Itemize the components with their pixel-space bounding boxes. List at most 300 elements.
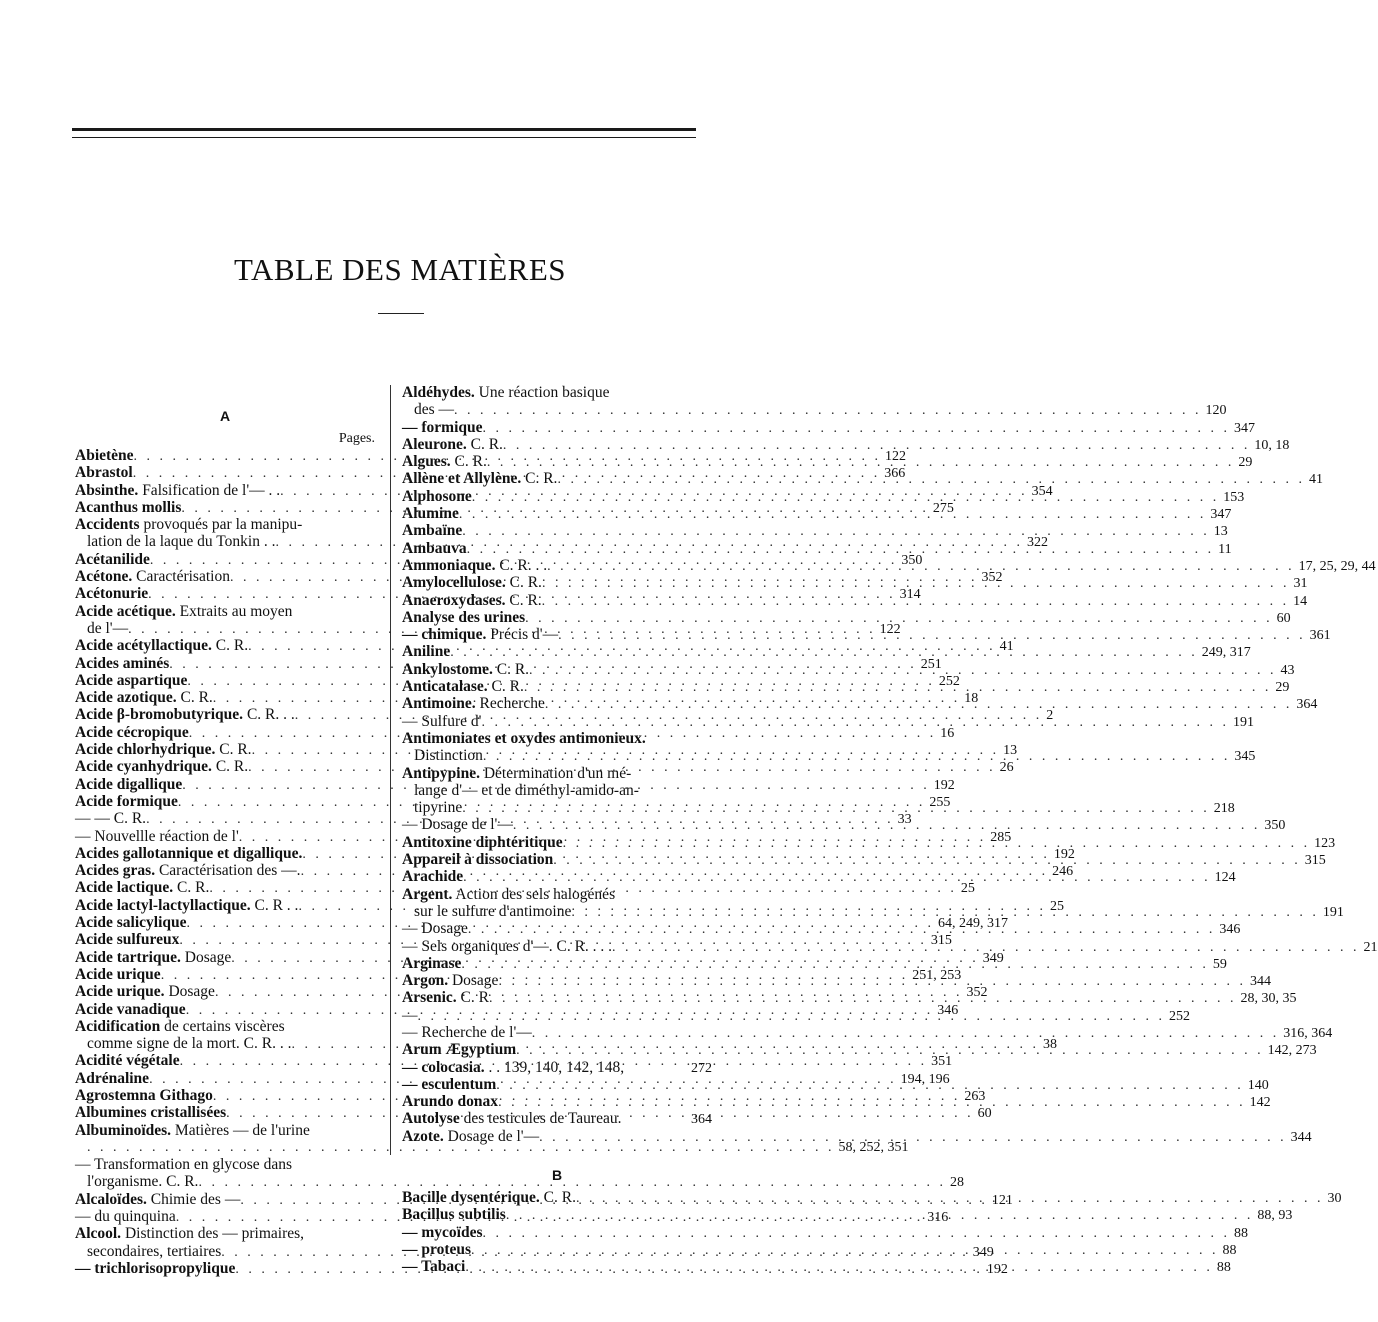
page-number: 25 — [1049, 898, 1064, 914]
entry-detail: — Dosage de l'— — [402, 816, 513, 834]
page-number: 21 — [1363, 939, 1378, 955]
entry-text — [75, 655, 169, 672]
entry-text — [75, 1104, 226, 1121]
entry-text — [402, 868, 463, 885]
entry-text — [87, 533, 275, 550]
entry-term: — chimique. — [402, 626, 487, 644]
entry-detail: des testicules de Taureau. — [459, 1110, 622, 1128]
page-number: 60 — [977, 1106, 992, 1122]
index-entry — [402, 608, 1291, 626]
entry-text — [75, 706, 295, 723]
page-number: 25 — [960, 881, 975, 897]
entry-text — [75, 1122, 371, 1139]
page-number: 322 — [1026, 535, 1048, 551]
entry-text — [75, 516, 371, 533]
entry-term: Acétanilide — [75, 550, 150, 568]
entry-term: Acides gallotannique et digallique. — [75, 844, 303, 862]
page-title: TABLE DES MATIÈRES — [233, 252, 567, 287]
page-number: 316, 364 — [1283, 1025, 1333, 1041]
page-number: 10, 18 — [1254, 437, 1290, 453]
page-number: 352 — [966, 985, 988, 1001]
entry-detail: Distinction — [414, 747, 483, 765]
page-number: 349 — [972, 1244, 994, 1260]
pages-header: Pages. — [338, 431, 375, 446]
entry-text — [414, 401, 454, 418]
leader-dots — [468, 921, 1216, 938]
entry-term: Acide tartrique. — [75, 948, 181, 966]
entry-term: Acidité végétale — [75, 1052, 180, 1070]
entry-term: Alcool. — [75, 1225, 122, 1243]
leader-dots — [462, 800, 1210, 817]
entry-text — [75, 983, 215, 1000]
leader-dots — [463, 869, 1211, 886]
entry-text — [402, 661, 529, 678]
entry-text — [75, 897, 298, 914]
index-entry — [402, 886, 712, 903]
page-number: 28, 30, 35 — [1240, 991, 1297, 1007]
page-number: 121 — [991, 1192, 1013, 1208]
page-number: 349 — [982, 950, 1004, 966]
entry-term: Acétone. — [75, 568, 133, 586]
entry-term: — mycoïdes — [402, 1223, 483, 1241]
entry-text — [402, 955, 461, 972]
page-number: 26 — [999, 760, 1014, 776]
leader-dots — [418, 1008, 1166, 1025]
entry-text — [402, 609, 525, 626]
entry-term: Amylocellulose. — [402, 574, 506, 592]
entry-detail: Action des sels halogénés — [452, 885, 616, 903]
index-entry — [402, 1127, 1312, 1145]
page-number: 346 — [937, 1002, 959, 1018]
entry-text — [402, 453, 487, 470]
page-number: 246 — [1052, 864, 1074, 880]
entry-text — [402, 695, 545, 712]
page-number: 263 — [964, 1088, 986, 1104]
page-number: 252 — [938, 673, 960, 689]
index-entry — [402, 730, 712, 747]
entry-text — [75, 1087, 213, 1104]
entry-term: Adrénaline — [75, 1069, 150, 1087]
entry-term: Acide digallique — [75, 775, 183, 793]
entry-detail: C. R. . . — [243, 706, 295, 724]
leader-dots — [529, 662, 1277, 679]
entry-term: — trichlorisopropylique — [75, 1259, 236, 1277]
entry-detail: C. R. — [539, 1189, 576, 1207]
entry-term: Acide cécropique — [75, 723, 189, 741]
entry-term: Acanthus mollis — [75, 498, 182, 516]
entry-text — [75, 931, 179, 948]
entry-detail: Extraits au moyen — [175, 602, 293, 620]
index-entry — [75, 1018, 375, 1035]
entry-detail: C. R. . . — [495, 556, 548, 574]
entry-term: Acide urique — [75, 965, 161, 983]
entry-text — [87, 1035, 291, 1052]
entry-text — [75, 672, 187, 689]
entry-detail: lation de la laque du Tonkin . . — [87, 533, 276, 551]
entry-term: Accidents — [75, 516, 140, 534]
leader-dots — [503, 437, 1251, 454]
entry-detail: C. R. — [492, 660, 530, 678]
entry-term: — esculentum — [402, 1075, 497, 1093]
entry-term: Arsenic. — [402, 989, 457, 1007]
entry-detail: C. R . . — [250, 896, 299, 914]
entry-detail: — Sels organiques d'—. C. R. . . . — [402, 937, 613, 955]
page-number: 43 — [1280, 662, 1295, 678]
entry-term: Aldéhydes. — [402, 384, 475, 401]
entry-text — [402, 574, 542, 591]
entry-detail: Falsification de l'— . . — [138, 481, 281, 499]
entry-detail: provoqués par la manipu- — [139, 516, 303, 534]
leader-dots — [612, 939, 1360, 956]
entry-detail: — Sulfure d' — [402, 712, 482, 730]
entry-term: Appareil à dissociation — [402, 851, 554, 869]
entry-text — [402, 540, 467, 557]
entry-text — [87, 620, 128, 637]
leader-dots — [516, 1042, 1264, 1059]
entry-text — [414, 747, 483, 764]
entry-term: Absinthe. — [75, 481, 139, 499]
entry-detail: — Nouvellle réaction de l' — [75, 827, 239, 845]
entry-text — [75, 724, 189, 741]
leader-dots — [481, 714, 1229, 731]
leader-dots — [454, 402, 1202, 419]
page-number: 124 — [1214, 870, 1236, 886]
page-number: 252 — [1169, 1008, 1190, 1024]
entry-detail: C. R. — [176, 689, 213, 707]
leader-dots — [450, 644, 1198, 661]
entry-detail: — Transformation en glycose dans — [75, 1156, 292, 1174]
entry-term: Abrastol — [75, 464, 133, 482]
entry-text — [402, 713, 481, 730]
leader-dots — [487, 454, 1235, 471]
page-number: 153 — [1223, 489, 1245, 505]
entry-term: Argon. — [402, 972, 449, 990]
page-number: 29 — [1275, 680, 1290, 696]
entry-term: Acide urique. — [75, 983, 165, 1001]
leader-dots — [545, 696, 1293, 713]
entry-term: Acide lactyl-lactyllactique. — [75, 896, 251, 914]
entry-term: Aniline — [402, 643, 451, 661]
entry-text — [402, 1024, 532, 1041]
page-number: 192 — [986, 1261, 1008, 1277]
entry-text — [75, 1156, 371, 1173]
entry-detail: Caractérisation des —. — [155, 862, 301, 880]
leader-dots — [462, 523, 1210, 540]
entry-detail: lange d'— et de diméthyl-amido-an- — [414, 781, 639, 799]
entry-text — [414, 782, 708, 799]
entry-term: Acide β-bromobutyrique. — [75, 706, 244, 724]
entry-detail: C. R. — [450, 453, 487, 471]
page-number: 11 — [1218, 541, 1232, 557]
entry-text — [75, 845, 302, 862]
entry-term: Antitoxine diphtéritique — [402, 833, 563, 851]
entry-term: Acides aminés — [75, 654, 170, 672]
entry-term: Acide cyanhydrique. — [75, 758, 212, 776]
entry-text — [402, 851, 553, 868]
entry-term: Acidification — [75, 1017, 161, 1035]
page-number: 41 — [1308, 472, 1323, 488]
entry-term: — formique — [402, 418, 483, 436]
entry-text — [402, 1059, 687, 1076]
entry-detail: Recherche — [475, 695, 545, 713]
entry-term: Acide aspartique — [75, 671, 188, 689]
index-entry — [75, 1225, 375, 1242]
page-number: 59 — [1212, 956, 1227, 972]
page-number: 14 — [1293, 593, 1308, 609]
entry-detail: Dosage de l'— — [443, 1127, 540, 1145]
entry-text — [402, 1206, 506, 1223]
entry-text — [402, 1241, 471, 1258]
entry-term: Ammoniaque. — [402, 556, 496, 574]
entry-text — [75, 499, 181, 516]
entry-term: Acide chlorhydrique. — [75, 741, 216, 759]
page-number: 28 — [949, 1175, 964, 1191]
leader-dots — [553, 852, 1301, 869]
title-underline — [378, 313, 424, 314]
entry-text — [402, 816, 513, 833]
entry-text — [75, 551, 150, 568]
entry-detail: Dosage — [448, 972, 499, 990]
page-number: 16 — [940, 725, 955, 741]
index-entry — [402, 1059, 712, 1076]
page-number: 364 — [691, 1112, 712, 1128]
entry-term: Acide salicylique — [75, 914, 187, 932]
entry-text — [75, 1001, 186, 1018]
entry-detail: — du quinquina — [75, 1208, 176, 1226]
leader-dots — [461, 956, 1209, 973]
leader-dots — [483, 420, 1231, 437]
index-entry — [402, 765, 712, 782]
leader-dots — [506, 1207, 1254, 1224]
entry-text — [75, 741, 252, 758]
index-entry — [402, 782, 712, 799]
entry-term: Azote. — [402, 1127, 444, 1145]
entry-detail: C. R. — [466, 435, 503, 453]
page-number: 192 — [1053, 846, 1075, 862]
page-number: 218 — [1213, 801, 1235, 817]
page-number: 354 — [1031, 483, 1053, 499]
leader-dots — [483, 1225, 1231, 1242]
entry-text — [402, 834, 563, 851]
entry-text — [75, 1260, 235, 1277]
entry-text — [402, 1041, 516, 1058]
entry-detail: C. R. — [487, 678, 524, 696]
entry-text — [75, 637, 248, 654]
entry-term: Albumines cristallisées — [75, 1104, 227, 1122]
page-number: 255 — [929, 794, 951, 810]
entry-detail: Caractérisation — [132, 568, 230, 586]
entry-term: Ambaïne — [402, 522, 463, 540]
leader-dots — [558, 627, 1306, 644]
page-number: 315 — [930, 933, 952, 949]
entry-detail: C. R. — [505, 591, 542, 609]
entry-text — [75, 1052, 180, 1069]
entry-term: Alumine — [402, 505, 459, 523]
entry-detail: C. R — [456, 989, 489, 1007]
page-number: 33 — [897, 812, 912, 828]
leader-dots — [483, 748, 1231, 765]
page-number: 120 — [1205, 403, 1227, 419]
entry-text — [75, 758, 248, 775]
index-entry — [402, 522, 1228, 540]
entry-text — [402, 765, 708, 782]
entry-text — [75, 689, 213, 706]
index-entry — [75, 1122, 375, 1139]
leader-dots — [539, 1129, 1287, 1146]
index-entry — [402, 1110, 712, 1127]
index-entry — [402, 418, 1256, 436]
page-number: 142, 273 — [1267, 1043, 1317, 1059]
index-entry — [402, 384, 712, 401]
entry-text — [402, 1076, 496, 1093]
page-number: 344 — [1290, 1129, 1312, 1145]
entry-text — [402, 488, 472, 505]
page-number: 316 — [927, 1210, 949, 1226]
entry-term: Albuminoïdes. — [75, 1121, 172, 1139]
entry-text — [75, 603, 371, 620]
index-entry — [402, 1023, 1333, 1041]
entry-text — [87, 1173, 198, 1190]
entry-text — [402, 989, 489, 1006]
entry-term: Acide formique — [75, 792, 178, 810]
page-number: 38 — [1042, 1037, 1057, 1053]
entry-detail: tipyrine — [414, 799, 463, 817]
index-entry — [75, 603, 375, 620]
entry-text — [402, 938, 612, 955]
entry-detail: C. R. — [521, 470, 558, 488]
entry-term: Acide acétyllactique. — [75, 637, 212, 655]
page-number: 344 — [1249, 974, 1271, 990]
entry-text — [75, 464, 133, 481]
entry-text — [75, 568, 230, 585]
entry-term: Bacille dysentérique. — [402, 1189, 540, 1207]
entry-term: Antimoniates et oxydes antimonieux. — [402, 729, 646, 747]
entry-text — [402, 730, 708, 747]
page-number: 347 — [1210, 507, 1232, 523]
page-number: 346 — [1219, 922, 1241, 938]
page-number: 352 — [981, 570, 1003, 586]
entry-detail: Dosage — [164, 983, 215, 1001]
page-number: 191 — [1232, 714, 1254, 730]
leader-dots — [467, 541, 1215, 558]
leader-dots — [576, 1190, 1324, 1207]
page-number: 122 — [885, 449, 907, 464]
section-letter-b: B — [551, 1167, 563, 1184]
entry-text — [75, 793, 178, 810]
entry-detail: de l'— — [87, 619, 129, 637]
leader-dots — [513, 817, 1261, 834]
leader-dots — [563, 835, 1311, 852]
entry-text — [87, 1243, 221, 1260]
section-gap — [402, 1145, 712, 1161]
page-number: 64, 249, 317 — [938, 916, 1009, 932]
page-number: 251 — [920, 656, 942, 672]
entry-text — [402, 643, 450, 660]
entry-text — [75, 879, 209, 896]
leader-dots — [571, 904, 1319, 921]
entry-text — [75, 828, 239, 845]
entry-detail: — Recherche de l'— — [402, 1023, 532, 1041]
entry-text — [75, 776, 182, 793]
entry-term: Arachide — [402, 868, 464, 886]
leader-dots — [557, 471, 1305, 488]
entry-term: Acide sulfureux — [75, 931, 180, 949]
index-entry — [75, 1173, 964, 1191]
page-number: 17, 25, 29, 44 — [1298, 558, 1376, 574]
entry-detail: C. R. — [505, 574, 542, 592]
entry-term: Acide azotique. — [75, 689, 177, 707]
leader-dots — [542, 575, 1290, 592]
entry-text — [402, 557, 547, 574]
index-entry — [75, 516, 375, 533]
entry-term: Arginase — [402, 954, 462, 972]
page-number: 315 — [1304, 853, 1326, 869]
entry-text — [75, 585, 148, 602]
leader-dots — [498, 973, 1246, 990]
entry-detail: — — [402, 1006, 418, 1024]
page-number: 350 — [901, 552, 923, 568]
entry-detail: de certains viscères — [160, 1017, 285, 1035]
leader-dots — [489, 990, 1237, 1007]
entry-text — [402, 626, 558, 643]
index-entry — [402, 712, 1254, 730]
leader-dots — [498, 1094, 1246, 1111]
entry-term: Autolyse — [402, 1110, 460, 1128]
page-number: 2 — [1046, 708, 1054, 724]
leader-dots — [465, 1259, 1213, 1276]
entry-text — [402, 384, 708, 401]
section-letter-a: A — [219, 408, 231, 424]
page-number: 275 — [932, 500, 954, 516]
entry-text — [75, 914, 187, 931]
entry-term: Anaeroxydases. — [402, 591, 506, 609]
page-number: 192 — [933, 777, 955, 793]
entry-term: Aleurone. — [402, 435, 467, 453]
index-entry — [75, 1156, 375, 1173]
page-number: 88 — [1222, 1242, 1237, 1258]
leader-dots — [496, 1077, 1244, 1094]
entry-term: Algues. — [402, 453, 451, 471]
entry-term: Argent. — [402, 885, 453, 903]
entry-term: Alphosone — [402, 487, 472, 505]
entry-term: Anticatalase. — [402, 678, 488, 696]
entry-term: Acide vanadique — [75, 1000, 186, 1018]
entry-text — [75, 1018, 371, 1035]
page-number: 366 — [884, 466, 906, 482]
entry-term: Ankylostome. — [402, 660, 493, 678]
page-number: 347 — [1234, 420, 1256, 436]
page-number: 272 — [691, 1060, 712, 1076]
entry-text — [402, 470, 557, 487]
entry-text — [402, 1258, 465, 1275]
entry-text — [414, 799, 462, 816]
entry-text — [75, 482, 280, 499]
leader-dots — [547, 558, 1295, 575]
page-number: 191 — [1322, 904, 1344, 920]
entry-term: Acides gras. — [75, 862, 156, 880]
page-number: 18 — [964, 691, 979, 707]
index-entry — [402, 435, 1290, 453]
entry-term: Analyse des urines — [402, 608, 526, 626]
page-number: 364 — [1296, 697, 1318, 713]
leader-dots — [472, 489, 1220, 506]
entry-detail: Dosage — [180, 948, 232, 966]
page-number: 249, 317 — [1201, 645, 1251, 661]
entry-text — [75, 447, 134, 464]
page-number: 285 — [990, 829, 1012, 845]
page-number: 140 — [1247, 1077, 1269, 1093]
entry-detail: l'organisme. C. R. — [87, 1173, 199, 1191]
